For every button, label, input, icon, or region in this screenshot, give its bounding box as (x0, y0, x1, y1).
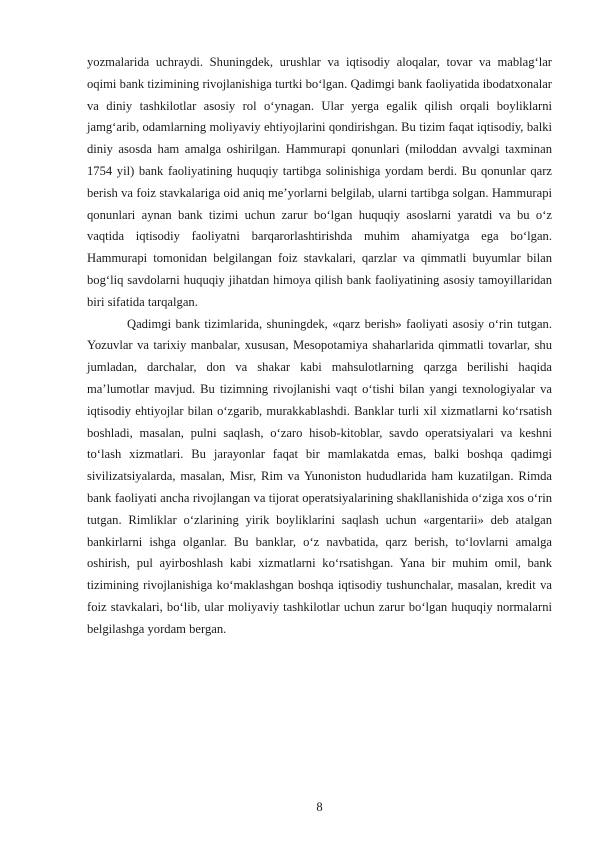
body-text (87, 52, 552, 641)
paragraph-2: Qadimgi bank tizimlarida, shuningdek, «qarz berish» faoliyati asosiy o‘rin tutgan. Yozuvlar va tarixiy manbalar, xususan, Mesopotamiya shaharlarida qimmatli tovarlar, shu jumladan, darchalar, don va shakar kabi mahsulotlarning qarzga berilishi haqida ma’lumotlar mavjud. Bu tizimning rivojlanishi vaqt o‘tishi bilan yangi texnologiyalar va iqtisodiy ehtiyojlar bilan o‘zgarib, murakkablashdi. Banklar turli xil xizmatlarni ko‘rsatish boshladi, masalan, pulni saqlash, o‘zaro hisob-kitoblar, savdo operatsiyalari va keshni to‘lash xizmatlari. Bu jarayonlar faqat bir mamlakatda emas, balki boshqa qadimgi sivilizatsiyalarda, masalan, Misr, Rim va Yunoniston hududlarida ham kuzatilgan. Rimda bank faoliyati ancha rivojlangan va tijorat operatsiyalarining shakllanishida o‘ziga xos o‘rin tutgan. Rimliklar o‘zlarining yirik boyliklarini saqlash uchun «argentarii» deb atalgan bankirlarni ishga olganlar. Bu banklar, o‘z navbatida, qarz berish, to‘lovlarni amalga oshirish, pul ayirboshlash kabi xizmatlarni ko‘rsatishgan. Yana bir muhim omil, bank tizimining rivojlanishiga ko‘maklashgan boshqa iqtisodiy tushunchalar, masalan, kredit va foiz stavkalari, bo‘lib, ular moliyaviy tashkilotlar uchun zarur bo‘lgan huquqiy normalarni belgilashga yordam bergan. (87, 316, 552, 636)
paragraph-1: yozmalarida uchraydi. Shuningdek, urushlar va iqtisodiy aloqalar, tovar va mablag‘lar oqimi bank tizimining rivojlanishiga turtki bo‘lgan. Qadimgi bank faoliyatida ibodatxonalar va diniy tashkilotlar asosiy rol o‘ynagan. Ular yerga egalik qilish orqali boyliklarni jamg‘arib, odamlarning moliyaviy ehtiyojlarini qondirishgan. Bu tizim faqat iqtisodiy, balki diniy asosda ham amalga oshirilgan. Hammurapi qonunlari (miloddan avvalgi taxminan 1754 yil) bank faoliyatining huquqiy tartibga solinishiga yordam berdi. Bu qonunlar qarz berish va foiz stavkalariga oid aniq me’yorlarni belgilab, ularni tartibga solgan. Hammurapi qonunlari aynan bank tizimi uchun zarur bo‘lgan huquqiy asoslarni yaratdi va bu o‘z vaqtida iqtisodiy faoliyatni barqarorlashtirishda muhim ahamiyatga ega bo‘lgan. Hammurapi tomonidan belgilangan foiz stavkalari, qarzlar va qimmatli buyumlar bilan bog‘liq savdolarni huquqiy jihatdan himoya qilish bank faoliyatining asosiy tamoyillaridan biri sifatida tarqalgan. (87, 55, 552, 309)
page-number: 8 (316, 800, 323, 814)
